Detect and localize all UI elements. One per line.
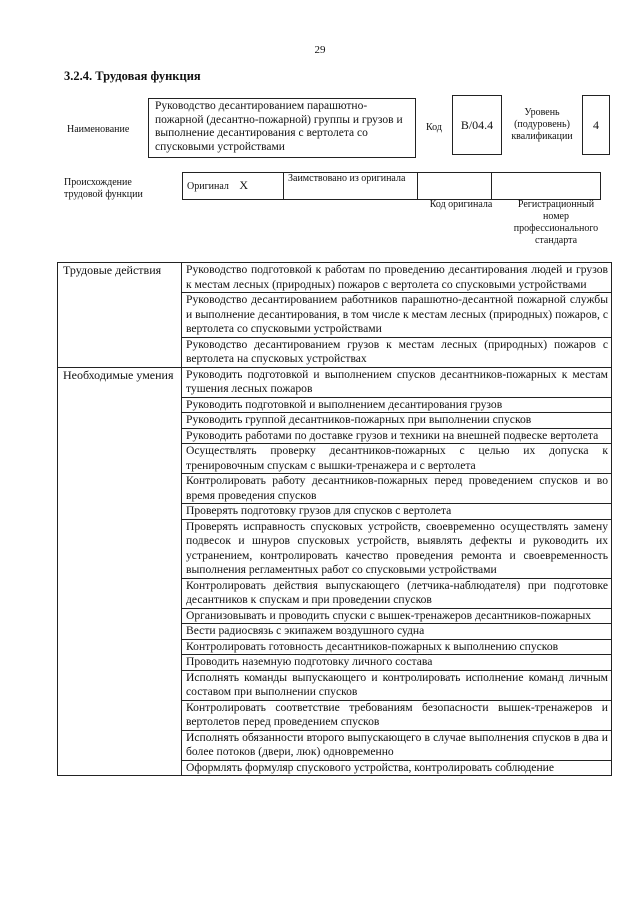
page-bottom-margin: [0, 862, 640, 905]
level-value-box: 4: [582, 95, 610, 155]
table-cell: Руководство подготовкой к работам по проведению десантирования людей и грузов к местам лесных (природных) пожаров с вертолета со спусковыми устройствами: [182, 263, 612, 293]
function-name-box: Руководство десантированием парашютно-пожарной (десантно-пожарной) группы и грузов и выполнение десантирования с вертолета со спусковыми устройствами: [148, 98, 416, 158]
code-value-box: В/04.4: [452, 95, 502, 155]
table-cell: Проверять подготовку грузов для спусков с вертолета: [182, 504, 612, 520]
table-cell: Руководство десантированием работников парашютно-десантной пожарной службы и выполнение десантирования, в том числе к местам лесных (природных) пожаров, с вертолета со спусковыми устройствами: [182, 293, 612, 338]
table-row: [58, 367, 612, 397]
page-number: 29: [314, 44, 326, 56]
table-cell: Проверять исправность спусковых устройств, своевременно осуществлять замену подвесок и шнуров спусковых устройств, выявлять дефекты и руководить их устранением, контролировать качество проведения ремонта и своевременность выполнения регламентных работ со спусковыми устройствами: [182, 519, 612, 578]
section-title: 3.2.4. Трудовая функция: [64, 69, 201, 83]
table-cell: Исполнять команды выпускающего и контролировать исполнение команд личным составом при выполнении спусков: [182, 670, 612, 700]
origin-table: [182, 172, 601, 200]
table-cell: Контролировать действия выпускающего (летчика-наблюдателя) при подготовке десантников к спускам и при проведении спусков: [182, 578, 612, 608]
origin-label: Происхождение трудовой функции: [64, 177, 143, 200]
table-cell: Руководить работами по доставке грузов и техники на внешней подвеске вертолета: [182, 428, 612, 444]
origin-reg-cell: [492, 173, 601, 200]
name-label: Наименование: [67, 124, 130, 135]
table-cell: Вести радиосвязь с экипажем воздушного судна: [182, 624, 612, 640]
table-cell: Проводить наземную подготовку личного состава: [182, 655, 612, 671]
original-label: Оригинал: [187, 181, 229, 192]
competency-table: [57, 262, 612, 776]
table-cell: Руководить подготовкой и выполнением десантирования грузов: [182, 397, 612, 413]
table-cell: Контролировать готовность десантников-пожарных к выполнению спусков: [182, 639, 612, 655]
code-original-caption: Код оригинала: [429, 199, 493, 210]
table-cell: Исполнять обязанности второго выпускающего в случае выполнения спусков в два и более потоков (двери, люк) одновременно: [182, 730, 612, 760]
table-cell: Оформлять формуляр спускового устройства, контролировать соблюдение: [182, 760, 612, 776]
original-cell: [183, 173, 284, 200]
code-label: Код: [426, 122, 442, 133]
origin-code-cell: [418, 173, 492, 200]
table-cell: Руководить группой десантников-пожарных при выполнении спусков: [182, 413, 612, 429]
table-cell: Организовывать и проводить спуски с вышек-тренажеров десантников-пожарных: [182, 608, 612, 624]
table-cell: Контролировать работу десантников-пожарных перед проведением спусков и во время проведения спусков: [182, 474, 612, 504]
borrowed-label: Заимствовано из оригинала: [288, 173, 406, 184]
borrowed-cell: [284, 173, 418, 200]
table-cell: Руководство десантированием грузов к местам лесных (природных) пожаров с вертолета на спусковых устройствах: [182, 337, 612, 367]
original-mark: X: [239, 178, 249, 192]
table-cell: Контролировать соответствие требованиям безопасности вышек-тренажеров и вертолетов перед проведением спусков: [182, 700, 612, 730]
table-cell: Осуществлять проверку десантников-пожарных с целью их допуска к тренировочным спускам с вышки-тренажера и с вертолета: [182, 444, 612, 474]
level-label: Уровень (подуровень) квалификации: [511, 107, 573, 142]
category-labor-actions: Трудовые действия: [58, 263, 182, 368]
table-row: [58, 263, 612, 293]
category-required-skills: Необходимые умения: [58, 367, 182, 776]
reg-number-caption: Регистрационный номер профессионального стандарта: [513, 199, 599, 246]
table-cell: Руководить подготовкой и выполнением спусков десантников-пожарных к местам тушения лесных пожаров: [182, 367, 612, 397]
